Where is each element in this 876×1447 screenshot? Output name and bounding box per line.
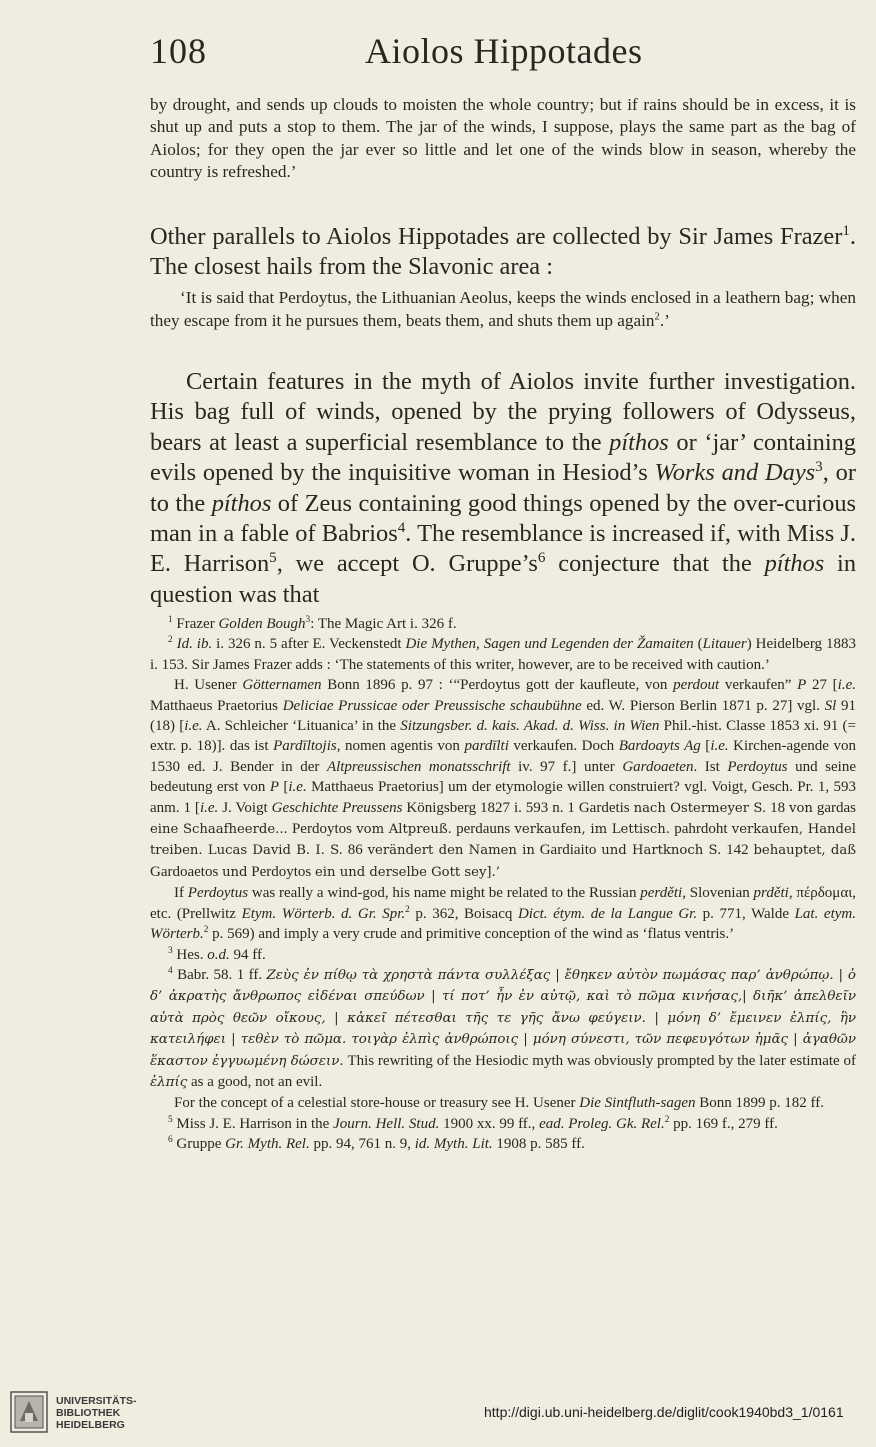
- page-header: [150, 30, 856, 78]
- footnote-ref: 5: [269, 550, 277, 567]
- running-head: Aiolos Hippotades: [365, 31, 643, 71]
- library-logo[interactable]: [10, 1391, 170, 1437]
- footnote-4: $^4$ Babr. 58. 1 ff. Ζεὺς ἐν πίθῳ τὰ χρηστὰ πάντα συλλέξας | ἔθηκεν αὐτὸν πωμάσας παρ’ ἀνθρώπῳ. | ὁ δ’ ἀκρατὴς ἄνθρωπος εἰδέναι σπεύδων | τί ποτ’ ἦν ἐν αὐτῷ, καὶ τὸ πῶμα κινήσας,| διῆκ’ ἀπελθεῖν αὐτὰ πρὸς θεῶν οἴκους, | κἀκεῖ πέτεσθαι τῆς τε γῆς ἄνω φεύγειν. | μόνη δ’ ἔμεινεν ἐλπίς, ἣν κατειλήφει | τεθὲν τὸ πῶμα. τοιγὰρ ἐλπὶς ἀνθρώποις | μόνη σύνεστι, τῶν πεφευγότων ἡμᾶς | ἀγαθῶν ἕκαστον ἐγγυωμένη δώσειν. This rewriting of the Hesiodic myth was obviously prompted by the later estimate of ἐλπίς as a good, not an evil.: [150, 965, 857, 1090]
- quote-perdoytus: ‘It is said that Perdoytus, the Lithuanian Aeolus, keeps the winds enclosed in a leathern bag; when they escape from it he pursues them, beats them, and shuts them up again$^2$.’: [150, 288, 856, 330]
- library-name: UNIVERSITÄTS- BIBLIOTHEK HEIDELBERG: [56, 1395, 137, 1431]
- paragraph-parallels: Other parallels to Aiolos Hippotades are collected by Sir James Frazer$^1$. The closest hails from the Slavonic area :: [150, 222, 856, 280]
- footnotes: [150, 614, 856, 1155]
- paragraph-features: Certain features in the myth of Aiolos invite further investigation. His bag full of winds, opened by the prying followers of Odysseus, bears at least a superficial resemblance to the píthos or ‘jar’ containing evils opened by the inquisitive woman in Hesiod’s Works and Days$^3$, or to the píthos of Zeus containing good things opened by the over-curious man in a fable of Babrios$^4$. The resemblance is increased if, with Miss J. E. Harrison$^5$, we accept O. $Gruppe’s^6$ conjecture that the píthos in question was that: [150, 368, 857, 608]
- footnote-5: $^5$ Miss J. E. Harrison in the Journ. Hell. Stud. 1900 xx. 99 ff., ead. Proleg. Gk. Rel.$^2$ pp. 169 f., 279 ff.: [168, 1114, 778, 1132]
- footnote-2-usener: H. Usener Götternamen Bonn 1896 p. 97 : ‘“Perdoytus gott der kaufleute, von perdout verkaufen” P 27 [i.e. Matthaeus Praetorius Deliciae Prussicae oder Preussische schaubühne ed. W. Pierson Berlin 1871 p. 27] vgl. Sl 91 (18) [i.e. A. Schleicher ‘Lituanica’ in the Sitzungsber. d. kais. Akad. d. Wiss. in Wien Phil.-hist. Classe 1853 xi. 91 (= extr. p. 18)]. das ist Pardīltojis, nomen agentis von pardīlti verkaufen. Doch Bardoayts Ag [i.e. Kirchen-agende von 1530 ed. J. Bender in der Altpreussischen monatsschrift iv. 97 f.] unter Gardoaeten. Ist Perdoytus und seine bedeutung erst von P [i.e. Matthaeus Praetorius] um der etymologie willen construiert? vgl. Voigt, Gesch. Pr. 1, 593 anm. 1 [i.e. J. Voigt Geschichte Preussens Königsberg 1827 i. 593 n. 1 Gardetis nach Ostermeyer S. 18 von gardas eine Schaafheerde... Perdoytos vom Altpreuß. perdauns verkaufen, im Lettisch. pahrdoht verkaufen, Handel treiben. Lucas David B. I. S. 86 verändert den Namen in Gardiaito und Hartknoch S. 142 behauptet, daß Gardoaetos und Perdoytos ein und derselbe Gott sey].’: [150, 677, 857, 880]
- page-number: 108: [150, 31, 207, 71]
- footnote-3: $^3$ Hes. o.d. 94 ff.: [168, 945, 266, 963]
- university-seal-icon: [10, 1391, 48, 1433]
- footnote-ref: 3: [815, 459, 823, 476]
- footnote-2-etymology: If Perdoytus was really a wind-god, his name might be related to the Russian perděti, Slovenian prděti, πέρδομαι, etc. (Prellwitz Etym. Wörterb. d. Gr. Spr.$^2$ p. 362, Boisacq Dict. étym. de la Langue Gr. p. 771, Walde Lat. etym. Wörterb.$^2$ p. 569) and imply a very crude and primitive conception of the wind as ‘flatus ventris.’: [150, 885, 857, 943]
- quote-continued: by drought, and sends up clouds to moisten the whole country; but if rains should be in excess, it is shut up and puts a stop to them. The jar of the winds, I suppose, plays the same part as the bag of Aiolos; for they open the jar ever so little and let one of the winds blow in season, whereby the country is refreshed.’: [150, 95, 856, 182]
- footnote-ref: 6: [537, 550, 546, 567]
- footnote-ref: 1: [842, 222, 850, 239]
- footnote-ref: 2: [654, 311, 660, 323]
- footnote-1: $^1$ Frazer Golden Bough$^3$: The Magic Art i. 326 f.: [168, 615, 457, 632]
- footnote-2: $^2$ Id. ib. i. 326 n. 5 after E. Veckenstedt Die Mythen, Sagen und Legenden der Žamaiten (Litauer) Heidelberg 1883 i. 153. Sir James Frazer adds : ‘The statements of this writer, however, are to be received with caution.’: [150, 635, 856, 673]
- footnote-ref: 4: [397, 519, 406, 536]
- source-url[interactable]: http://digi.ub.uni-heidelberg.de/diglit/cook1940bd3_1/0161: [484, 1404, 844, 1420]
- footnote-6: $^6$ Gruppe Gr. Myth. Rel. pp. 94, 761 n. 9, id. Myth. Lit. 1908 p. 585 ff.: [168, 1135, 585, 1153]
- footnote-4-celestial: For the concept of a celestial store-house or treasury see H. Usener Die Sintfluth-sagen Bonn 1899 p. 182 ff.: [174, 1095, 824, 1112]
